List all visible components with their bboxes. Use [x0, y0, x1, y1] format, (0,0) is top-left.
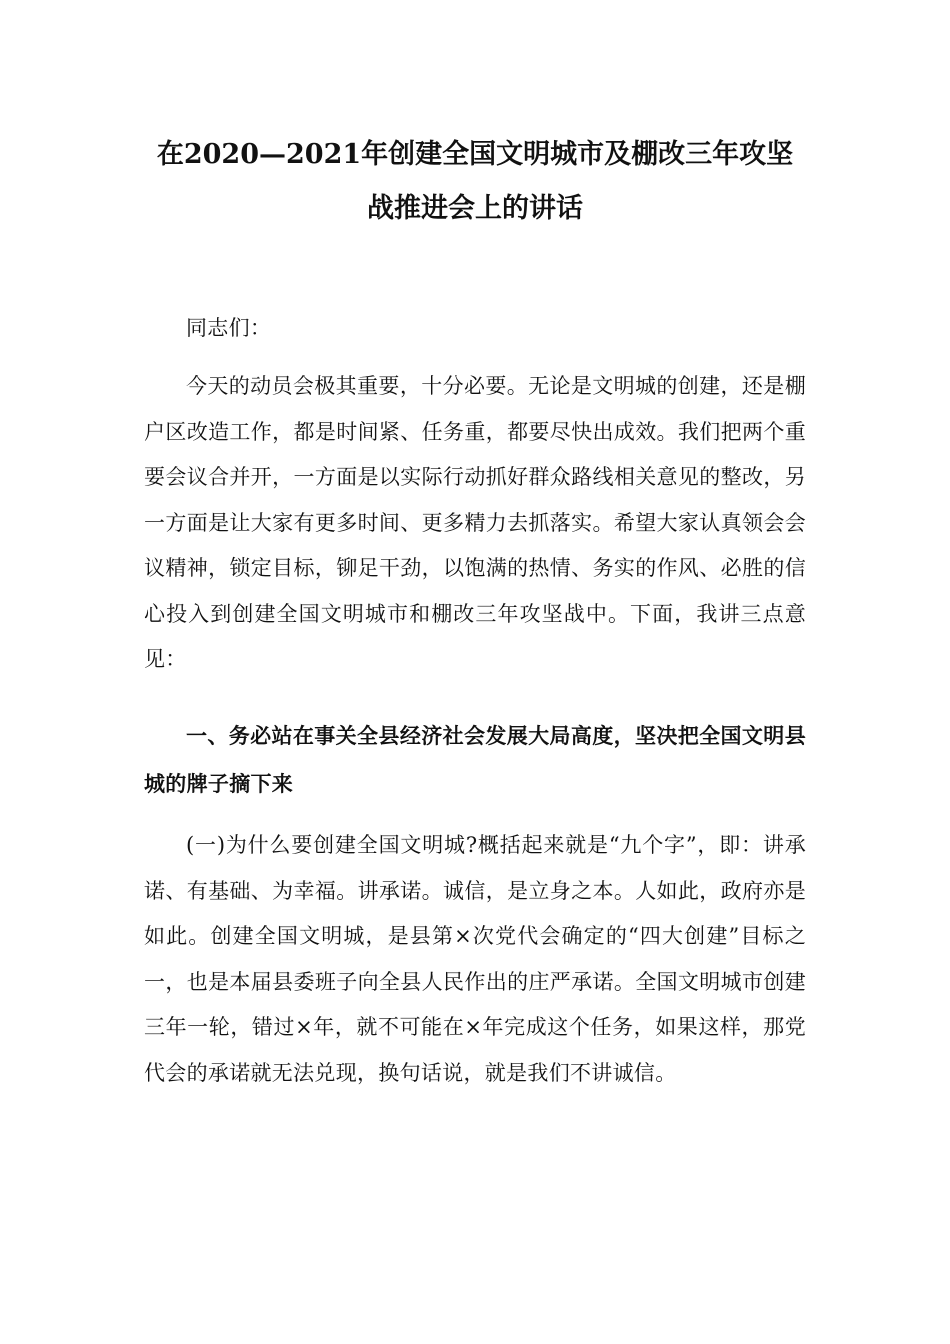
document-title	[110, 128, 840, 236]
title-line-1: 在2020—2021年创建全国文明城市及棚改三年攻坚	[156, 139, 794, 170]
title-line-2: 战推进会上的讲话	[367, 193, 583, 224]
greeting: 同志们：	[186, 316, 272, 340]
paragraph-section-1-1: (一)为什么要创建全国文明城?概括起来就是“九个字”，即：讲承诺、有基础、为幸福。讲承诺。诚信，是立身之本。人如此，政府亦是如此。创建全国文明城，是县第×次党代会确定的“四大创建”目标之一，也是本届县委班子向全县人民作出的庄严承诺。全国文明城市创建三年一轮，错过×年，就不可能在×年完成这个任务，如果这样，那党代会的承诺就无法兑现，换句话说，就是我们不讲诚信。	[144, 833, 806, 1085]
section-heading-1: 一、务必站在事关全县经济社会发展大局高度，坚决把全国文明县城的牌子摘下来	[144, 723, 806, 796]
paragraph-intro: 今天的动员会极其重要，十分必要。无论是文明城的创建，还是棚户区改造工作，都是时间紧、任务重，都要尽快出成效。我们把两个重要会议合并开，一方面是以实际行动抓好群众路线相关意见的整改，另一方面是让大家有更多时间、更多精力去抓落实。希望大家认真领会会议精神，锁定目标，铆足干劲，以饱满的热情、务实的作风、必胜的信心投入到创建全国文明城市和棚改三年攻坚战中。下面，我讲三点意见：	[144, 374, 806, 671]
